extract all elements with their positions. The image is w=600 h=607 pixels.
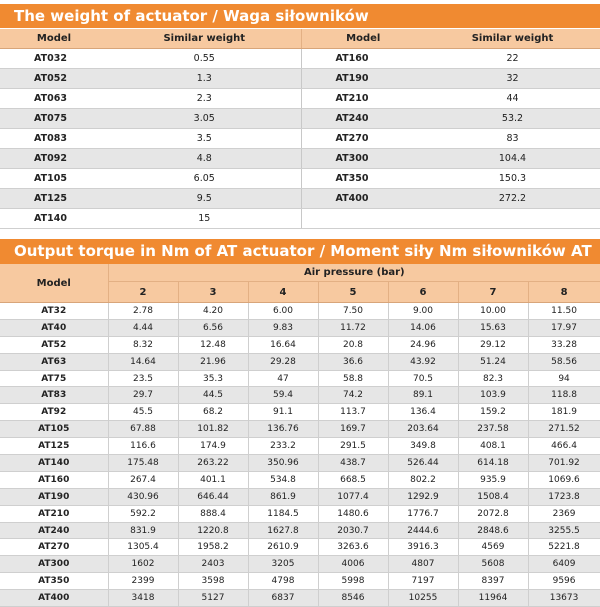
torque-value-cell: 51.24 [458, 353, 528, 370]
torque-value-cell: 36.6 [318, 353, 388, 370]
torque-value-cell: 113.7 [318, 404, 388, 421]
torque-value-cell: 237.58 [458, 421, 528, 438]
torque-value-cell: 33.28 [528, 336, 600, 353]
torque-value-cell: 13673 [528, 590, 600, 607]
weight-table-row [0, 69, 600, 89]
torque-value-cell: 12.48 [178, 336, 248, 353]
torque-value-cell: 592.2 [108, 505, 178, 522]
torque-value-cell: 6837 [248, 590, 318, 607]
torque-header-row-1 [0, 264, 600, 282]
torque-table-row [0, 522, 600, 539]
torque-value-cell: 7197 [388, 573, 458, 590]
torque-value-cell: 701.92 [528, 455, 600, 472]
torque-table-row [0, 336, 600, 353]
torque-value-cell: 2444.6 [388, 522, 458, 539]
torque-value-cell: 888.4 [178, 505, 248, 522]
torque-value-cell: 267.4 [108, 471, 178, 488]
weight-value-cell: 53.2 [425, 109, 600, 129]
weight-table-row [0, 49, 600, 69]
torque-value-cell: 4006 [318, 556, 388, 573]
torque-value-cell: 3205 [248, 556, 318, 573]
torque-value-cell: 4.20 [178, 303, 248, 320]
torque-value-cell: 3418 [108, 590, 178, 607]
weight-model-cell: AT083 [0, 129, 108, 149]
pressure-header-cell: 5 [318, 282, 388, 303]
torque-section-title: Output torque in Nm of AT actuator / Moment siły Nm siłowników AT [0, 239, 600, 264]
torque-value-cell: 2399 [108, 573, 178, 590]
weight-value-cell: 104.4 [425, 149, 600, 169]
torque-model-cell: AT160 [0, 471, 108, 488]
torque-value-cell: 831.9 [108, 522, 178, 539]
weight-empty-cell [425, 209, 600, 229]
torque-model-cell: AT32 [0, 303, 108, 320]
torque-value-cell: 10.00 [458, 303, 528, 320]
weight-model-cell: AT300 [301, 149, 425, 169]
torque-value-cell: 5127 [178, 590, 248, 607]
torque-value-cell: 29.12 [458, 336, 528, 353]
torque-value-cell: 45.5 [108, 404, 178, 421]
torque-table-row [0, 387, 600, 404]
torque-model-cell: AT83 [0, 387, 108, 404]
weight-model-cell: AT032 [0, 49, 108, 69]
torque-value-cell: 466.4 [528, 438, 600, 455]
torque-model-cell: AT105 [0, 421, 108, 438]
torque-value-cell: 2030.7 [318, 522, 388, 539]
torque-model-cell: AT210 [0, 505, 108, 522]
torque-table [0, 264, 600, 607]
weight-table-row [0, 209, 600, 229]
weight-value-cell: 0.55 [108, 49, 301, 69]
torque-value-cell: 21.96 [178, 353, 248, 370]
torque-value-cell: 1627.8 [248, 522, 318, 539]
weight-value-cell: 4.8 [108, 149, 301, 169]
torque-value-cell: 14.64 [108, 353, 178, 370]
weight-model-cell: AT270 [301, 129, 425, 149]
torque-value-cell: 203.64 [388, 421, 458, 438]
weight-header-model-right: Model [301, 29, 425, 49]
torque-value-cell: 136.4 [388, 404, 458, 421]
weight-section-title: The weight of actuator / Waga siłowników [0, 4, 600, 28]
torque-table-row [0, 590, 600, 607]
weight-model-cell: AT052 [0, 69, 108, 89]
torque-value-cell: 861.9 [248, 488, 318, 505]
weight-model-cell: AT125 [0, 189, 108, 209]
torque-value-cell: 8397 [458, 573, 528, 590]
weight-value-cell: 3.05 [108, 109, 301, 129]
weight-model-cell: AT350 [301, 169, 425, 189]
weight-header-weight-left: Similar weight [108, 29, 301, 49]
weight-model-cell: AT063 [0, 89, 108, 109]
weight-value-cell: 6.05 [108, 169, 301, 189]
weight-table-row [0, 89, 600, 109]
weight-table-row [0, 129, 600, 149]
torque-model-cell: AT240 [0, 522, 108, 539]
torque-table-row [0, 556, 600, 573]
torque-value-cell: 101.82 [178, 421, 248, 438]
torque-value-cell: 118.8 [528, 387, 600, 404]
torque-value-cell: 29.28 [248, 353, 318, 370]
torque-value-cell: 5998 [318, 573, 388, 590]
torque-value-cell: 263.22 [178, 455, 248, 472]
torque-value-cell: 47 [248, 370, 318, 387]
torque-value-cell: 2072.8 [458, 505, 528, 522]
torque-value-cell: 646.44 [178, 488, 248, 505]
weight-value-cell: 2.3 [108, 89, 301, 109]
torque-table-row [0, 319, 600, 336]
weight-value-cell: 32 [425, 69, 600, 89]
torque-value-cell: 8546 [318, 590, 388, 607]
torque-table-row [0, 455, 600, 472]
torque-value-cell: 526.44 [388, 455, 458, 472]
torque-value-cell: 67.88 [108, 421, 178, 438]
torque-value-cell: 4569 [458, 539, 528, 556]
torque-model-cell: AT40 [0, 319, 108, 336]
torque-model-cell: AT75 [0, 370, 108, 387]
torque-value-cell: 1305.4 [108, 539, 178, 556]
torque-value-cell: 1480.6 [318, 505, 388, 522]
torque-table-row [0, 353, 600, 370]
torque-value-cell: 8.32 [108, 336, 178, 353]
torque-model-cell: AT190 [0, 488, 108, 505]
weight-value-cell: 1.3 [108, 69, 301, 89]
torque-value-cell: 7.50 [318, 303, 388, 320]
weight-value-cell: 9.5 [108, 189, 301, 209]
torque-value-cell: 175.48 [108, 455, 178, 472]
torque-value-cell: 3598 [178, 573, 248, 590]
torque-value-cell: 1602 [108, 556, 178, 573]
torque-value-cell: 9.00 [388, 303, 458, 320]
torque-value-cell: 103.9 [458, 387, 528, 404]
torque-value-cell: 82.3 [458, 370, 528, 387]
weight-header-weight-right: Similar weight [425, 29, 600, 49]
torque-value-cell: 668.5 [318, 471, 388, 488]
torque-value-cell: 614.18 [458, 455, 528, 472]
weight-empty-cell [301, 209, 425, 229]
torque-value-cell: 4807 [388, 556, 458, 573]
torque-value-cell: 91.1 [248, 404, 318, 421]
torque-value-cell: 3263.6 [318, 539, 388, 556]
torque-model-cell: AT125 [0, 438, 108, 455]
torque-table-row [0, 488, 600, 505]
weight-table-row [0, 169, 600, 189]
torque-value-cell: 169.7 [318, 421, 388, 438]
torque-value-cell: 5608 [458, 556, 528, 573]
torque-value-cell: 94 [528, 370, 600, 387]
torque-value-cell: 35.3 [178, 370, 248, 387]
torque-value-cell: 6.56 [178, 319, 248, 336]
weight-model-cell: AT075 [0, 109, 108, 129]
torque-value-cell: 23.5 [108, 370, 178, 387]
weight-value-cell: 3.5 [108, 129, 301, 149]
torque-value-cell: 6.00 [248, 303, 318, 320]
torque-value-cell: 350.96 [248, 455, 318, 472]
torque-value-cell: 74.2 [318, 387, 388, 404]
weight-value-cell: 83 [425, 129, 600, 149]
torque-value-cell: 1292.9 [388, 488, 458, 505]
weight-model-cell: AT190 [301, 69, 425, 89]
torque-value-cell: 11964 [458, 590, 528, 607]
torque-model-cell: AT140 [0, 455, 108, 472]
torque-value-cell: 438.7 [318, 455, 388, 472]
weight-value-cell: 272.2 [425, 189, 600, 209]
pressure-header-cell: 6 [388, 282, 458, 303]
torque-value-cell: 2848.6 [458, 522, 528, 539]
torque-value-cell: 58.56 [528, 353, 600, 370]
torque-value-cell: 14.06 [388, 319, 458, 336]
torque-model-cell: AT63 [0, 353, 108, 370]
torque-value-cell: 1958.2 [178, 539, 248, 556]
torque-value-cell: 89.1 [388, 387, 458, 404]
torque-value-cell: 44.5 [178, 387, 248, 404]
torque-value-cell: 1776.7 [388, 505, 458, 522]
weight-table-header-row [0, 29, 600, 49]
torque-value-cell: 16.64 [248, 336, 318, 353]
torque-value-cell: 4.44 [108, 319, 178, 336]
torque-value-cell: 430.96 [108, 488, 178, 505]
torque-value-cell: 5221.8 [528, 539, 600, 556]
torque-value-cell: 159.2 [458, 404, 528, 421]
torque-table-row [0, 573, 600, 590]
torque-table-row [0, 539, 600, 556]
weight-model-cell: AT160 [301, 49, 425, 69]
torque-value-cell: 29.7 [108, 387, 178, 404]
torque-table-row [0, 471, 600, 488]
weight-model-cell: AT092 [0, 149, 108, 169]
torque-value-cell: 935.9 [458, 471, 528, 488]
torque-table-row [0, 303, 600, 320]
torque-table-row [0, 438, 600, 455]
torque-table-row [0, 505, 600, 522]
torque-value-cell: 1508.4 [458, 488, 528, 505]
weight-table-row [0, 189, 600, 209]
torque-value-cell: 136.76 [248, 421, 318, 438]
torque-value-cell: 68.2 [178, 404, 248, 421]
torque-header-air-pressure: Air pressure (bar) [108, 264, 600, 282]
weight-value-cell: 150.3 [425, 169, 600, 189]
torque-value-cell: 10255 [388, 590, 458, 607]
pressure-header-cell: 8 [528, 282, 600, 303]
torque-value-cell: 11.72 [318, 319, 388, 336]
torque-value-cell: 20.8 [318, 336, 388, 353]
torque-value-cell: 116.6 [108, 438, 178, 455]
weight-model-cell: AT140 [0, 209, 108, 229]
torque-value-cell: 3255.5 [528, 522, 600, 539]
torque-value-cell: 271.52 [528, 421, 600, 438]
torque-value-cell: 401.1 [178, 471, 248, 488]
torque-model-cell: AT270 [0, 539, 108, 556]
torque-value-cell: 70.5 [388, 370, 458, 387]
torque-table-row [0, 421, 600, 438]
torque-value-cell: 1723.8 [528, 488, 600, 505]
torque-value-cell: 1069.6 [528, 471, 600, 488]
torque-value-cell: 1077.4 [318, 488, 388, 505]
torque-value-cell: 6409 [528, 556, 600, 573]
torque-table-body [0, 303, 600, 607]
weight-table [0, 29, 600, 229]
torque-model-cell: AT92 [0, 404, 108, 421]
torque-value-cell: 1220.8 [178, 522, 248, 539]
torque-value-cell: 233.2 [248, 438, 318, 455]
weight-header-model-left: Model [0, 29, 108, 49]
weight-value-cell: 44 [425, 89, 600, 109]
weight-table-row [0, 149, 600, 169]
torque-value-cell: 2403 [178, 556, 248, 573]
torque-value-cell: 2.78 [108, 303, 178, 320]
torque-value-cell: 59.4 [248, 387, 318, 404]
torque-value-cell: 58.8 [318, 370, 388, 387]
torque-model-cell: AT400 [0, 590, 108, 607]
weight-model-cell: AT400 [301, 189, 425, 209]
torque-value-cell: 174.9 [178, 438, 248, 455]
torque-value-cell: 9596 [528, 573, 600, 590]
pressure-header-cell: 3 [178, 282, 248, 303]
weight-model-cell: AT210 [301, 89, 425, 109]
torque-value-cell: 291.5 [318, 438, 388, 455]
weight-value-cell: 15 [108, 209, 301, 229]
pressure-header-cell: 7 [458, 282, 528, 303]
torque-model-cell: AT300 [0, 556, 108, 573]
torque-value-cell: 2369 [528, 505, 600, 522]
torque-value-cell: 9.83 [248, 319, 318, 336]
torque-value-cell: 11.50 [528, 303, 600, 320]
torque-header-model: Model [0, 264, 108, 303]
torque-value-cell: 181.9 [528, 404, 600, 421]
pressure-header-cell: 4 [248, 282, 318, 303]
weight-value-cell: 22 [425, 49, 600, 69]
torque-value-cell: 802.2 [388, 471, 458, 488]
weight-model-cell: AT240 [301, 109, 425, 129]
torque-model-cell: AT52 [0, 336, 108, 353]
torque-value-cell: 15.63 [458, 319, 528, 336]
weight-table-body [0, 49, 600, 229]
pressure-header-cell: 2 [108, 282, 178, 303]
torque-value-cell: 408.1 [458, 438, 528, 455]
torque-value-cell: 24.96 [388, 336, 458, 353]
torque-value-cell: 2610.9 [248, 539, 318, 556]
torque-model-cell: AT350 [0, 573, 108, 590]
torque-value-cell: 43.92 [388, 353, 458, 370]
weight-model-cell: AT105 [0, 169, 108, 189]
torque-table-row [0, 370, 600, 387]
torque-value-cell: 4798 [248, 573, 318, 590]
torque-table-row [0, 404, 600, 421]
torque-value-cell: 17.97 [528, 319, 600, 336]
torque-value-cell: 349.8 [388, 438, 458, 455]
torque-value-cell: 1184.5 [248, 505, 318, 522]
torque-value-cell: 3916.3 [388, 539, 458, 556]
torque-value-cell: 534.8 [248, 471, 318, 488]
weight-table-row [0, 109, 600, 129]
